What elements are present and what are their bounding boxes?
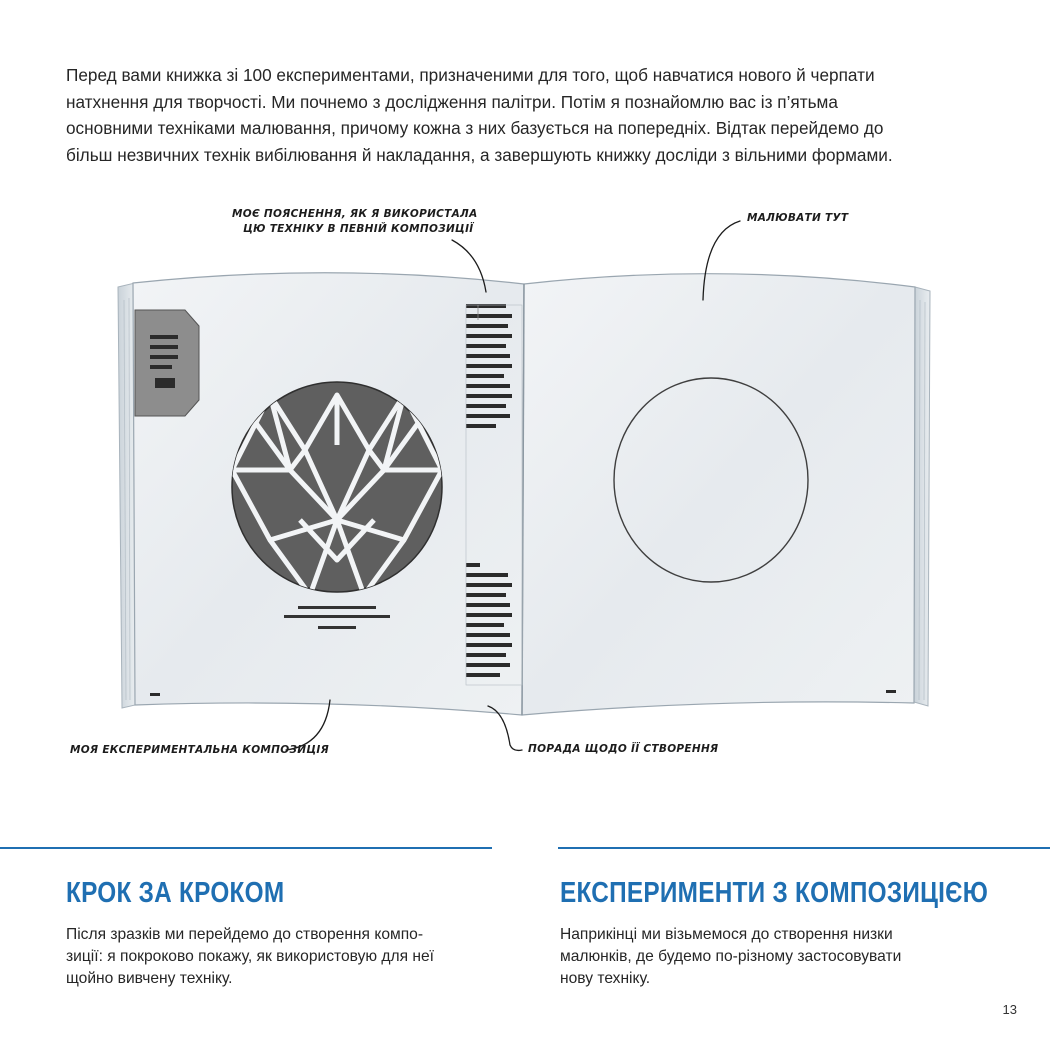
page-mark-right xyxy=(886,690,896,693)
book-left-edge xyxy=(118,283,135,708)
annotation-draw-here: МАЛЮВАТИ ТУТ xyxy=(747,212,849,224)
section-title-step-by-step: КРОК ЗА КРОКОМ xyxy=(66,877,285,909)
annotation-line: МОЄ ПОЯСНЕННЯ, ЯК Я ВИКОРИСТАЛА xyxy=(232,208,478,220)
section-line: нову техніку. xyxy=(560,970,651,987)
intro-line: більш незвичних технік вибілювання й накладання, а завершують книжку досліди з вільними формами. xyxy=(66,144,893,165)
annotation-my-composition: МОЯ ЕКСПЕРИМЕНТАЛЬНА КОМПОЗИЦІЯ xyxy=(70,744,329,756)
annotation-line: ЦЮ ТЕХНІКУ В ПЕВНІЙ КОМПОЗИЦІЇ xyxy=(243,223,474,235)
section-line: Після зразків ми перейдемо до створення компо- xyxy=(66,926,424,943)
page-number: 13 xyxy=(1002,1002,1017,1017)
section-text-step-by-step xyxy=(66,924,434,990)
section-rule-right xyxy=(558,847,1050,849)
annotation-creation-tip: ПОРАДА ЩОДО ЇЇ СТВОРЕННЯ xyxy=(528,743,719,755)
intro-line: натхнення для творчості. Ми почнемо з дослідження палітри. Потім я познайомлю вас із п’ятьма xyxy=(66,91,838,112)
right-page xyxy=(522,274,915,715)
section-line: Наприкінці ми візьмемося до створення низки xyxy=(560,926,893,943)
section-title-composition-experiments: ЕКСПЕРИМЕНТИ З КОМПОЗИЦІЄЮ xyxy=(560,877,989,909)
section-rule-left xyxy=(0,847,492,849)
section-line: малюнків, де будемо по-різному застосовувати xyxy=(560,948,902,965)
page-mark-left xyxy=(150,693,160,696)
intro-line: основними техніками малювання, причому кожна з них базується на попередніх. Відтак перейдемо до xyxy=(66,118,884,139)
book-right-edge xyxy=(914,287,930,706)
open-book-illustration xyxy=(0,195,1050,815)
intro-line: Перед вами книжка зі 100 експериментами, призначеними для того, щоб навчатися нового й черпати xyxy=(66,65,875,85)
section-text-composition-experiments xyxy=(560,924,901,990)
section-line: зиції: я покроково покажу, як використовую для неї xyxy=(66,948,434,965)
section-line: щойно вивчену техніку. xyxy=(66,970,233,987)
intro-paragraph xyxy=(66,62,996,168)
annotation-explanation xyxy=(232,207,478,237)
page-tab xyxy=(135,310,199,416)
